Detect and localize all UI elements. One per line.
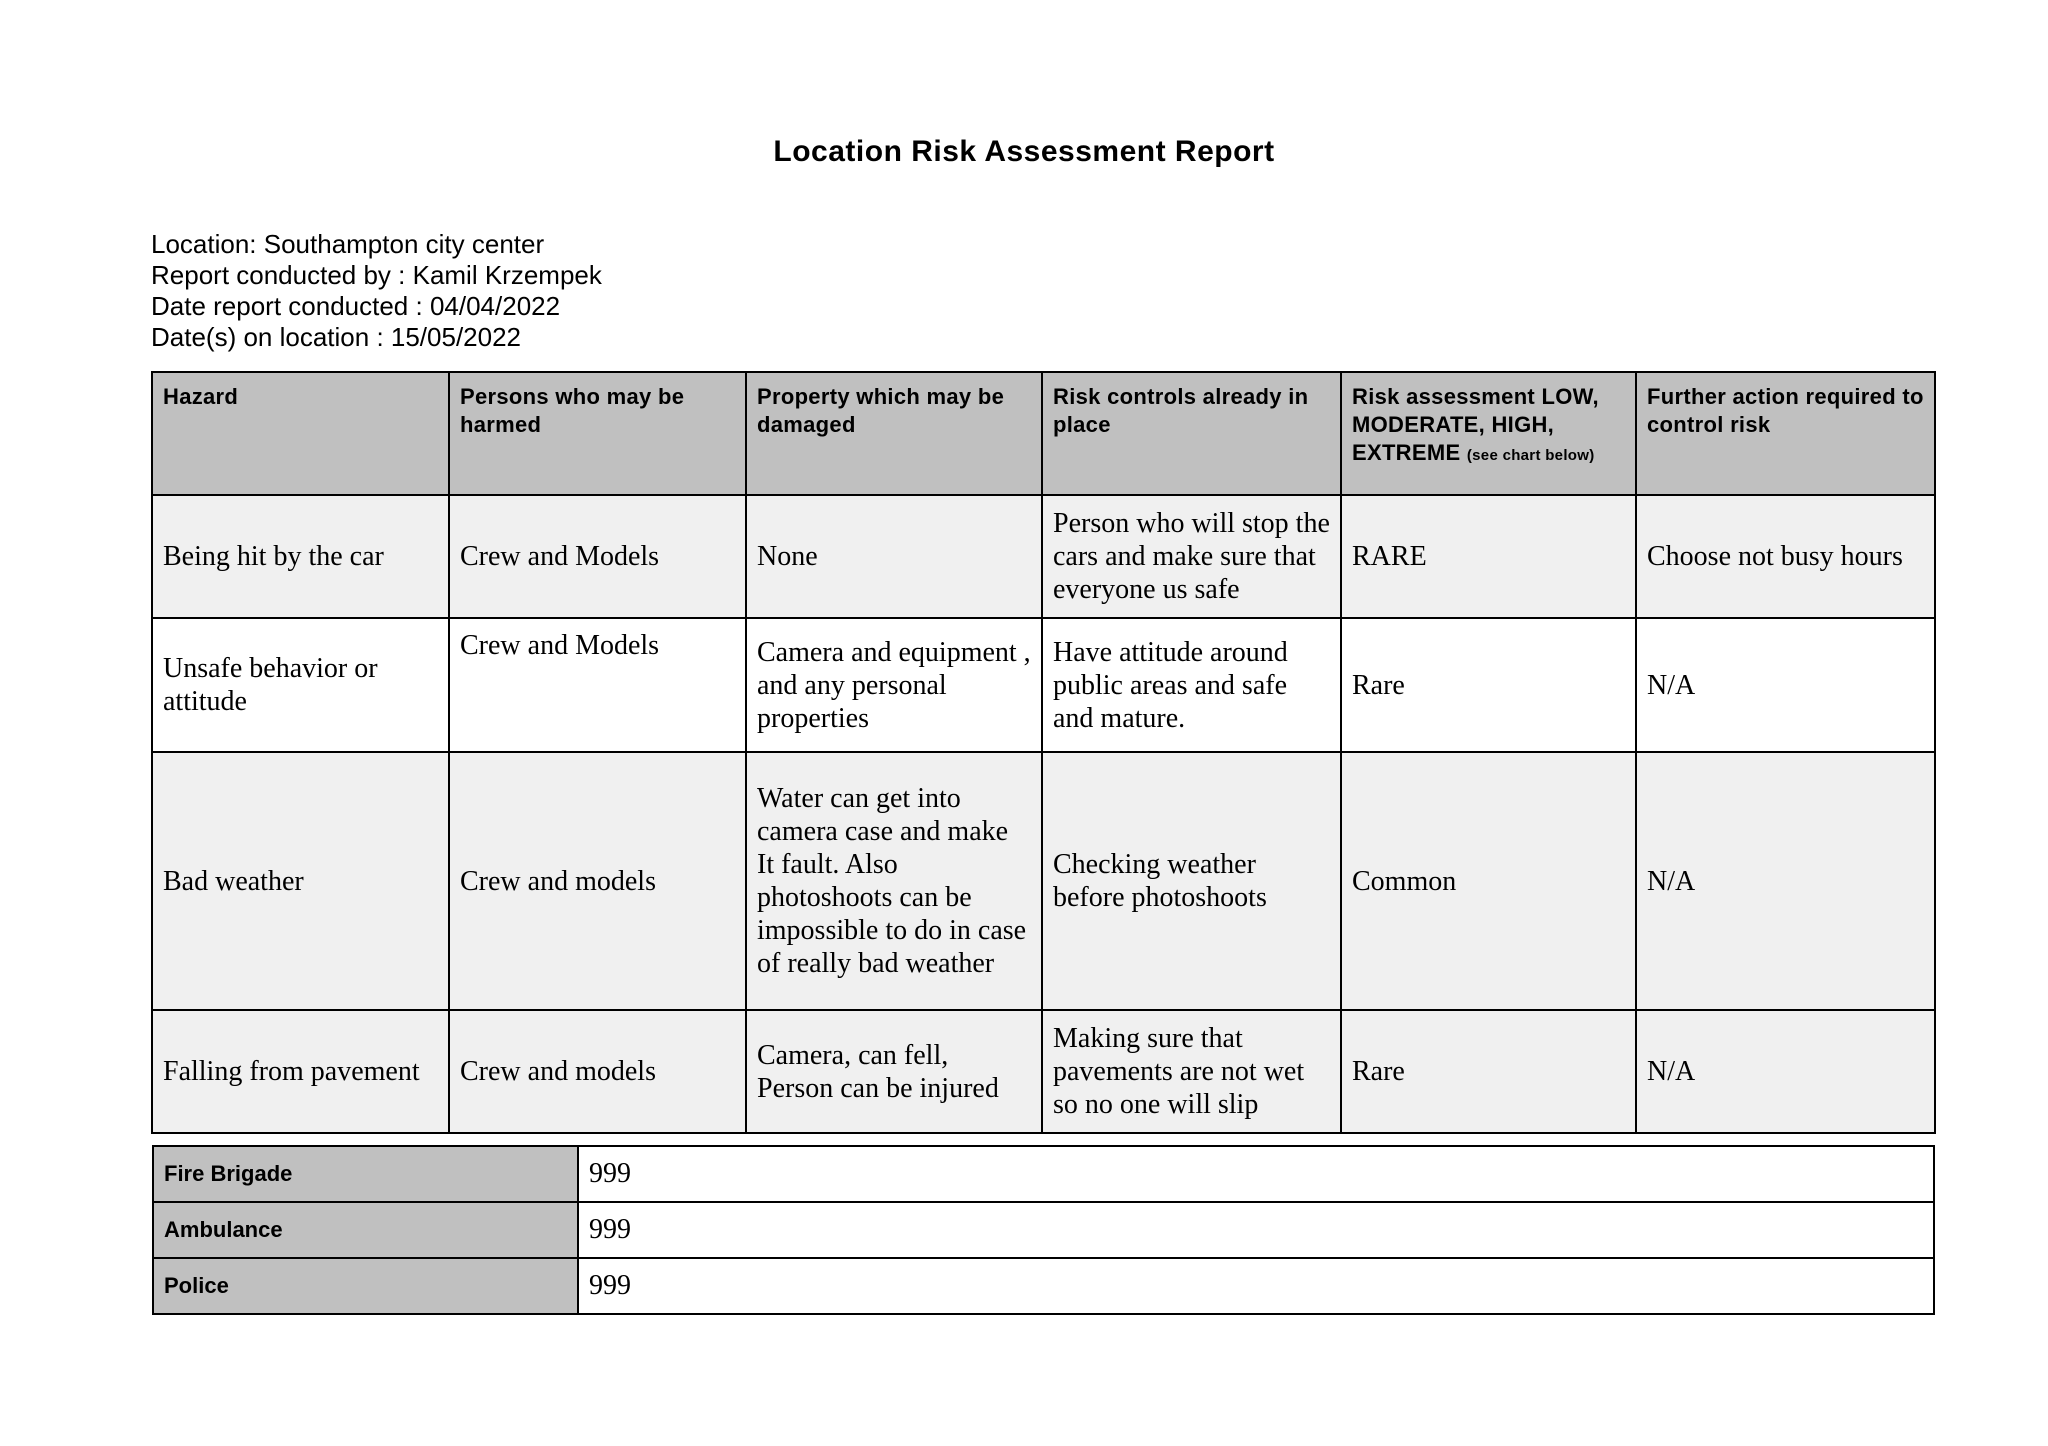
contact-number: 999: [578, 1146, 1934, 1202]
meta-date-conducted: Date report conducted : 04/04/2022: [151, 291, 561, 321]
cell-assessment: RARE: [1341, 495, 1636, 618]
cell-persons: Crew and Models: [449, 618, 746, 752]
emergency-contacts-table: [152, 1145, 1935, 1315]
contact-row: [153, 1258, 1934, 1314]
cell-controls: Person who will stop the cars and make sure that everyone us safe: [1042, 495, 1341, 618]
cell-further-action: N/A: [1636, 618, 1935, 752]
cell-property: None: [746, 495, 1042, 618]
table-row: [152, 495, 1935, 618]
cell-property: Camera, can fell, Person can be injured: [746, 1010, 1042, 1133]
header-further-action: Further action required to control risk: [1636, 372, 1935, 495]
header-assessment-label: Risk assessment LOW, MODERATE, HIGH, EXTREME: [1352, 384, 1599, 465]
contact-label: Police: [153, 1258, 578, 1314]
cell-assessment: Rare: [1341, 618, 1636, 752]
cell-property: Camera and equipment , and any personal properties: [746, 618, 1042, 752]
header-assessment: [1341, 372, 1636, 495]
contact-label: Ambulance: [153, 1202, 578, 1258]
contact-label: Fire Brigade: [153, 1146, 578, 1202]
header-persons: Persons who may be harmed: [449, 372, 746, 495]
cell-persons: Crew and models: [449, 752, 746, 1010]
cell-persons: Crew and Models: [449, 495, 746, 618]
report-meta: [151, 229, 602, 353]
risk-table: [151, 371, 1936, 1134]
meta-conducted-by: Report conducted by : Kamil Krzempek: [151, 260, 602, 290]
header-assessment-note: (see chart below): [1466, 447, 1595, 464]
cell-controls: Making sure that pavements are not wet so no one will slip: [1042, 1010, 1341, 1133]
header-property: Property which may be damaged: [746, 372, 1042, 495]
meta-location: Location: Southampton city center: [151, 229, 545, 259]
cell-assessment: Common: [1341, 752, 1636, 1010]
report-title: Location Risk Assessment Report: [773, 135, 1275, 168]
cell-property: Water can get into camera case and make It fault. Also photoshoots can be impossible to do in case of really bad weather: [746, 752, 1042, 1010]
cell-controls: Have attitude around public areas and safe and mature.: [1042, 618, 1341, 752]
cell-assessment: Rare: [1341, 1010, 1636, 1133]
contact-number: 999: [578, 1202, 1934, 1258]
risk-table-header-row: [152, 372, 1935, 495]
cell-further-action: N/A: [1636, 752, 1935, 1010]
table-row: [152, 618, 1935, 752]
meta-dates-on-location: Date(s) on location : 15/05/2022: [151, 322, 522, 352]
cell-further-action: N/A: [1636, 1010, 1935, 1133]
header-hazard: Hazard: [152, 372, 449, 495]
table-row: [152, 1010, 1935, 1133]
cell-further-action: Choose not busy hours: [1636, 495, 1935, 618]
contact-row: [153, 1146, 1934, 1202]
header-controls: Risk controls already in place: [1042, 372, 1341, 495]
cell-hazard: Being hit by the car: [152, 495, 449, 618]
cell-persons: Crew and models: [449, 1010, 746, 1133]
cell-hazard: Bad weather: [152, 752, 449, 1010]
table-row: [152, 752, 1935, 1010]
contact-row: [153, 1202, 1934, 1258]
contact-number: 999: [578, 1258, 1934, 1314]
cell-hazard: Falling from pavement: [152, 1010, 449, 1133]
cell-hazard: Unsafe behavior or attitude: [152, 618, 449, 752]
cell-controls: Checking weather before photoshoots: [1042, 752, 1341, 1010]
